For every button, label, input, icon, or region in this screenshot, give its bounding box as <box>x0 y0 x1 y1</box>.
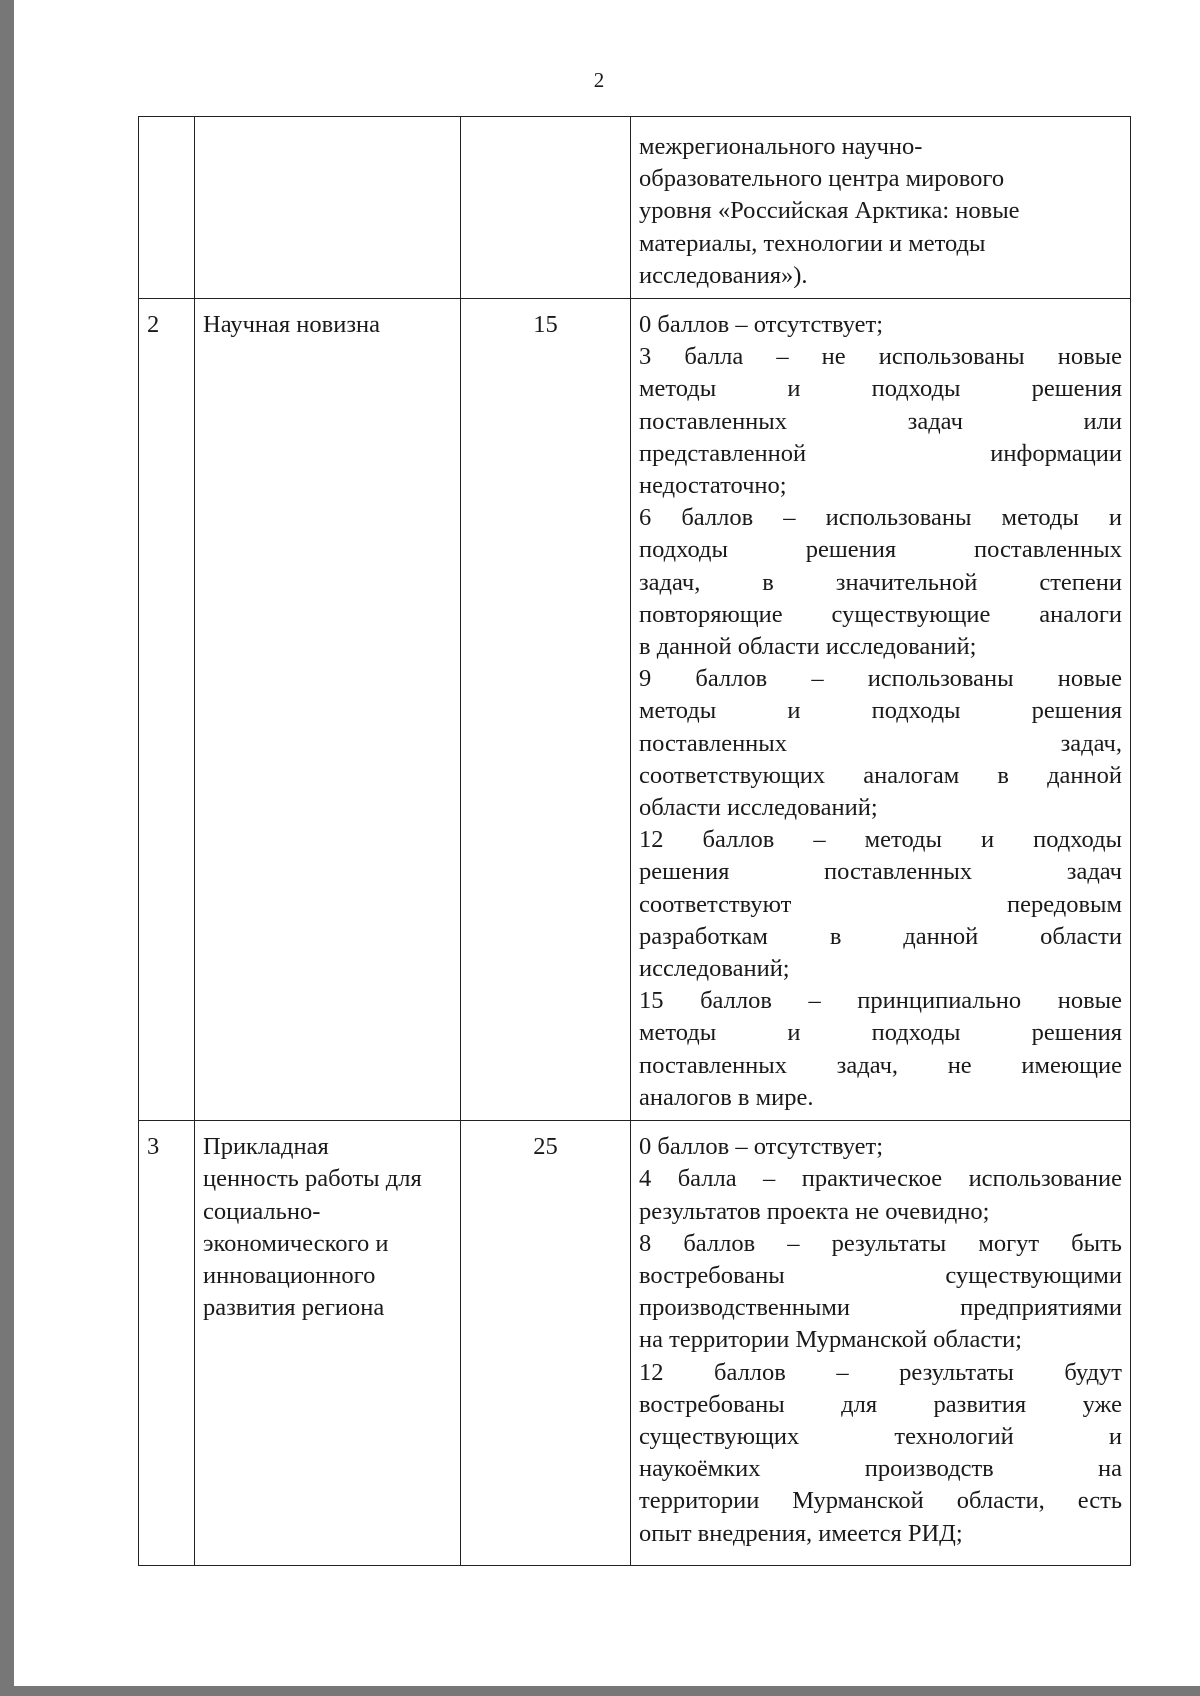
table-row <box>139 1121 1131 1566</box>
max-score-cell <box>461 299 631 1121</box>
score-description-line: существующих технологий и <box>639 1422 1122 1450</box>
score-description-line: аналогов в мире. <box>639 1083 814 1111</box>
criterion-name-line: Научная новизна <box>203 311 380 339</box>
score-description-line: опыт внедрения, имеется РИД; <box>639 1519 963 1547</box>
criterion-name-line: ценность работы для <box>203 1165 422 1193</box>
score-description-line: недостаточно; <box>639 472 787 500</box>
criterion-name-cell <box>195 1121 461 1566</box>
score-description-line: соответствующих аналогам в данной <box>639 761 1122 789</box>
score-description-line: востребованы существующими <box>639 1261 1122 1289</box>
score-description-line: уровня «Российская Арктика: новые <box>639 197 1020 225</box>
score-description-line: на территории Мурманской области; <box>639 1326 1022 1354</box>
row-number: 2 <box>147 311 160 339</box>
score-description-line: исследования»). <box>639 261 808 289</box>
score-description-line: 8 баллов – результаты могут быть <box>639 1229 1122 1257</box>
max-score: 25 <box>533 1133 558 1161</box>
document-page <box>14 0 1200 1686</box>
score-description-line: представленной информации <box>639 439 1122 467</box>
score-description-line: производственными предприятиями <box>639 1294 1122 1322</box>
score-description-line: методы и подходы решения <box>639 375 1122 403</box>
table-row <box>139 117 1131 299</box>
row-number-cell <box>139 117 195 299</box>
score-description-line: 15 баллов – принципиально новые <box>639 987 1122 1015</box>
score-description-line: подходы решения поставленных <box>639 536 1122 564</box>
max-score-cell <box>461 117 631 299</box>
table-row <box>139 299 1131 1121</box>
row-number-cell <box>139 299 195 1121</box>
score-description-line: соответствуют передовым <box>639 890 1122 918</box>
max-score-cell <box>461 1121 631 1566</box>
score-description-line: 0 баллов – отсутствует; <box>639 311 884 339</box>
criterion-name-line: развития региона <box>203 1294 385 1322</box>
score-description-line: исследований; <box>639 955 790 983</box>
max-score: 15 <box>533 311 558 339</box>
score-description-line: повторяющие существующие аналоги <box>639 600 1122 628</box>
criterion-name-cell <box>195 299 461 1121</box>
score-description-cell <box>631 299 1131 1121</box>
score-description-line: территории Мурманской области, есть <box>639 1487 1122 1515</box>
score-description-line: методы и подходы решения <box>639 697 1122 725</box>
criterion-name-line: социально- <box>203 1197 321 1225</box>
criteria-table <box>138 116 1131 1566</box>
criterion-name-line: инновационного <box>203 1261 376 1289</box>
row-number: 3 <box>147 1133 160 1161</box>
score-description-line: результатов проекта не очевидно; <box>639 1197 990 1225</box>
score-description-line: 0 баллов – отсутствует; <box>639 1133 884 1161</box>
score-description-line: 3 балла – не использованы новые <box>639 343 1122 371</box>
score-description-line: поставленных задач, <box>639 729 1122 757</box>
score-description-line: 4 балла – практическое использование <box>639 1165 1122 1193</box>
score-description-line: области исследований; <box>639 794 878 822</box>
score-description-line: образовательного центра мирового <box>639 165 1005 193</box>
score-description-line: 9 баллов – использованы новые <box>639 665 1122 693</box>
score-description-line: наукоёмких производств на <box>639 1455 1122 1483</box>
score-description-line: востребованы для развития уже <box>639 1390 1122 1418</box>
criterion-name-line: Прикладная <box>203 1133 329 1161</box>
criterion-name-line: экономического и <box>203 1229 389 1257</box>
score-description-line: решения поставленных задач <box>639 858 1122 886</box>
row-number-cell <box>139 1121 195 1566</box>
score-description-line: материалы, технологии и методы <box>639 229 986 257</box>
score-description-line: межрегионального научно- <box>639 133 923 160</box>
score-description-line: поставленных задач, не имеющие <box>639 1051 1122 1079</box>
score-description-line: задач, в значительной степени <box>639 568 1122 596</box>
page-number: 2 <box>593 68 605 92</box>
score-description-line: в данной области исследований; <box>639 633 977 661</box>
score-description-line: методы и подходы решения <box>639 1019 1122 1047</box>
score-description-line: поставленных задач или <box>639 407 1122 435</box>
score-description-line: разработкам в данной области <box>639 922 1122 950</box>
score-description-line: 12 баллов – методы и подходы <box>639 826 1122 854</box>
criterion-name-cell <box>195 117 461 299</box>
score-description-line: 6 баллов – использованы методы и <box>639 504 1122 532</box>
score-description-cell <box>631 117 1131 299</box>
score-description-line: 12 баллов – результаты будут <box>639 1358 1122 1386</box>
score-description-cell <box>631 1121 1131 1566</box>
